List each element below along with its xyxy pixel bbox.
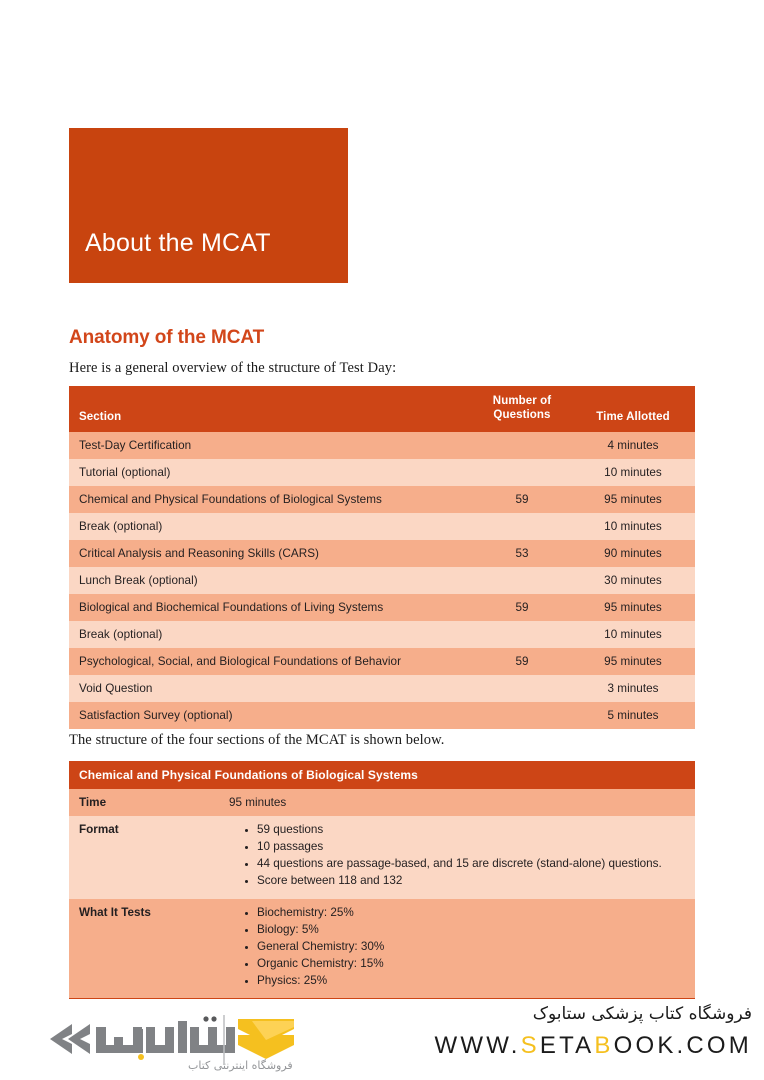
footer-watermark [0, 999, 764, 1080]
cell-number-of-questions [473, 513, 571, 540]
cell-section: Tutorial (optional) [79, 465, 171, 479]
table-row [69, 486, 695, 513]
table-body [69, 432, 695, 729]
what-it-tests-bullet-item: • Physics: 25% [257, 974, 695, 989]
setabook-logo [38, 1007, 368, 1073]
footer-url-part-ookcom: OOK.COM [613, 1031, 752, 1059]
detail-row-what-it-tests [69, 899, 695, 999]
table-row [69, 594, 695, 621]
cell-time-allotted: 3 minutes [607, 681, 659, 695]
section-detail-table [69, 761, 695, 1026]
cell-number-of-questions: 59 [515, 492, 529, 506]
cell-section: Critical Analysis and Reasoning Skills (CARS) [79, 546, 319, 560]
detail-label-what-it-tests: What It Tests [69, 899, 229, 999]
footer-url-part-b: B [594, 1031, 614, 1059]
logo-subtitle-text: فروشگاه اینترنتی کتاب [188, 1059, 293, 1072]
detail-value-what-it-tests [229, 899, 695, 999]
footer-persian-tagline: فروشگاه کتاب پزشکی ستابوک [532, 1004, 752, 1024]
cell-number-of-questions [473, 459, 571, 486]
cell-number-of-questions [473, 567, 571, 594]
table-row [69, 540, 695, 567]
cell-number-of-questions [473, 621, 571, 648]
intro-paragraph: Here is a general overview of the structure of Test Day: [69, 360, 397, 376]
cell-time-allotted: 4 minutes [607, 438, 659, 452]
cell-time-allotted: 10 minutes [604, 465, 662, 479]
detail-value-format [229, 816, 695, 899]
cell-section: Psychological, Social, and Biological Foundations of Behavior [79, 654, 402, 668]
cell-section: Satisfaction Survey (optional) [79, 708, 233, 722]
what-it-tests-bullet-item: • Biology: 5% [257, 923, 695, 938]
detail-section-title: Chemical and Physical Foundations of Biological Systems [69, 761, 695, 789]
column-header-number-of-questions [473, 386, 571, 432]
detail-label-time: Time [69, 789, 229, 816]
detail-value-time: 95 minutes [229, 789, 695, 816]
cell-time-allotted: 30 minutes [604, 573, 662, 587]
cell-section: Biological and Biochemical Foundations of Living Systems [79, 600, 384, 614]
what-it-tests-bullet-item: • Organic Chemistry: 15% [257, 957, 695, 972]
format-bullet-item: • Score between 118 and 132 [257, 874, 695, 889]
format-bullet-item: • 10 passages [257, 840, 695, 855]
detail-label-format: Format [69, 816, 229, 899]
footer-url-part-s: S [520, 1031, 540, 1059]
cell-time-allotted: 95 minutes [604, 600, 662, 614]
what-it-tests-bullet-list [229, 906, 695, 989]
table-row [69, 675, 695, 702]
detail-section-title-row [69, 761, 695, 789]
cell-section: Break (optional) [79, 519, 163, 533]
column-header-number-line1: Number of [492, 395, 552, 407]
column-header-section: Section [69, 386, 473, 432]
chapter-banner [69, 128, 348, 283]
setabook-logo-svg [38, 1007, 368, 1073]
cell-time-allotted: 90 minutes [604, 546, 662, 560]
detail-row-format [69, 816, 695, 899]
column-header-time-allotted: Time Allotted [571, 386, 695, 432]
cell-time-allotted: 10 minutes [604, 627, 662, 641]
format-bullet-list [229, 823, 695, 889]
chapter-title: About the MCAT [85, 228, 271, 257]
cell-time-allotted: 10 minutes [604, 519, 662, 533]
table-row [69, 621, 695, 648]
table-row [69, 567, 695, 594]
cell-time-allotted: 5 minutes [607, 708, 659, 722]
table-row [69, 432, 695, 459]
table-row [69, 648, 695, 675]
cell-time-allotted: 95 minutes [604, 492, 662, 506]
table-header-row [69, 386, 695, 432]
footer-url-part-www: WWW. [434, 1031, 521, 1059]
cell-number-of-questions [473, 702, 571, 729]
format-bullet-item: • 59 questions [257, 823, 695, 838]
table-row [69, 459, 695, 486]
section-heading: Anatomy of the MCAT [69, 327, 265, 348]
what-it-tests-bullet-item: • Biochemistry: 25% [257, 906, 695, 921]
detail-row-time [69, 789, 695, 816]
cell-number-of-questions: 53 [515, 546, 529, 560]
cell-number-of-questions [473, 675, 571, 702]
cell-section: Break (optional) [79, 627, 163, 641]
cell-section: Chemical and Physical Foundations of Biological Systems [79, 492, 382, 506]
mid-paragraph: The structure of the four sections of the MCAT is shown below. [69, 732, 445, 748]
what-it-tests-bullet-item: • General Chemistry: 30% [257, 940, 695, 955]
column-header-number-line2: Questions [493, 409, 551, 422]
footer-text-block [422, 1003, 752, 1060]
cell-number-of-questions: 59 [515, 654, 529, 668]
table-row [69, 702, 695, 729]
cell-section: Void Question [79, 681, 153, 695]
footer-url-part-eta: ETA [539, 1031, 595, 1059]
cell-section: Lunch Break (optional) [79, 573, 198, 587]
table-row [69, 513, 695, 540]
cell-number-of-questions [473, 432, 571, 459]
footer-url [422, 1032, 752, 1060]
format-bullet-item: • 44 questions are passage-based, and 15 are discrete (stand-alone) questions. [257, 857, 695, 872]
cell-section: Test-Day Certification [79, 438, 192, 452]
cell-time-allotted: 95 minutes [604, 654, 662, 668]
cell-number-of-questions: 59 [515, 600, 529, 614]
mcat-overview-table [69, 386, 695, 729]
